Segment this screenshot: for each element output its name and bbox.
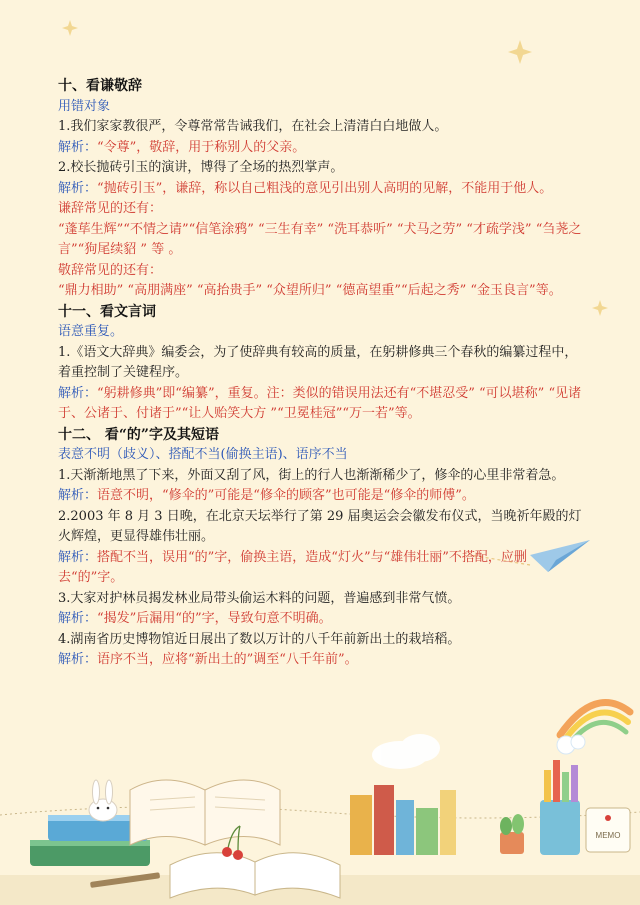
analysis-text: 搭配不当，误用“的”字，偷换主语，造成“灯火”与“雄伟壮丽”不搭配，应删去“的”字。 (58, 549, 527, 585)
analysis-label: 解析： (58, 139, 98, 155)
memo-label: MEMO (595, 831, 621, 840)
note-label: 谦辞常见的还有： (58, 201, 163, 216)
analysis (58, 609, 588, 630)
analysis-label: 解析： (58, 488, 98, 503)
example-sentence: 4.湖南省历史博物馆近日展出了数以万计的八千年前新出土的栽培稻。 (58, 631, 461, 647)
note-text: “蓬荜生辉”“不情之请”“信笔涂鸦” “三生有幸” “洗耳恭听” “犬马之劳” “才疏学浅” “刍荛之言”“狗尾续貂 ” 等 。 (58, 221, 582, 257)
analysis (58, 548, 588, 589)
memo-board-icon (586, 808, 630, 852)
analysis (58, 384, 588, 425)
example-sentence: 2.校长抛砖引玉的演讲，博得了全场的热烈掌声。 (58, 160, 344, 175)
analysis (58, 138, 588, 159)
open-book-icon (130, 780, 280, 845)
analysis-text: “揭发”后漏用“的”字，导致句意不明确。 (97, 611, 332, 626)
section-subheading: 用错对象 (58, 98, 111, 114)
example-sentence: 1.天渐渐地黑了下来，外面又刮了风，街上的行人也渐渐稀少了，修伞的心里非常着急。 (58, 467, 565, 483)
example-sentence: 1.《语文大辞典》编委会，为了使辞典有较高的质量，在躬耕修典三个春秋的编纂过程中，着重控制了关键程序。 (58, 344, 578, 380)
section-heading: 十二、 看“的”字及其短语 (58, 426, 219, 443)
section-subheading: 语意重复。 (58, 324, 124, 339)
analysis-text: 语序不当，应将“新出土的”调至“八千年前”。 (97, 652, 358, 667)
example-sentence: 3.大家对护林员揭发林业局带头偷运木料的问题，普遍感到非常气愤。 (58, 590, 461, 606)
analysis-label: 解析： (58, 611, 98, 626)
analysis (58, 650, 588, 671)
section-heading: 十、看谦敬辞 (58, 78, 142, 94)
analysis-text: 语意不明，“修伞的”可能是“修伞的顾客”也可能是“修伞的师傅”。 (97, 488, 475, 503)
analysis-label: 解析： (58, 385, 98, 401)
analysis-label: 解析： (58, 652, 98, 667)
example-sentence: 1.我们家家教很严，令尊常常告诫我们，在社会上清清白白地做人。 (58, 119, 448, 134)
note-label: 敬辞常见的还有： (58, 262, 163, 278)
analysis-text: “躬耕修典”即“编纂”，重复。注：类似的错误用法还有“不堪忍受” “可以堪称” “见诸于、公诸于、付诸于”“让人贻笑大方 ”“卫冕桂冠”“万一若”等。 (58, 385, 582, 421)
analysis-label: 解析： (58, 549, 98, 565)
analysis-text: “令尊”，敬辞，用于称别人的父亲。 (97, 139, 306, 155)
analysis-label: 解析： (58, 180, 98, 196)
analysis (58, 179, 588, 200)
section-subheading: 表意不明（歧义）、搭配不当(偷换主语)、语序不当 (58, 447, 348, 462)
note-text: “鼎力相助” “高朋满座” “高抬贵手” “众望所归” “德高望重”“后起之秀” “金玉良言”等。 (58, 283, 562, 298)
content (58, 76, 588, 671)
section-heading: 十一、看文言词 (58, 303, 156, 320)
pencil-cup-icon (540, 760, 580, 855)
example-sentence: 2.2003 年 8 月 3 日晚，在北京天坛举行了第 29 届奥运会会徽发布仪式，当晚祈年殿的灯火辉煌，更显得雄伟壮丽。 (58, 508, 582, 544)
analysis (58, 486, 588, 507)
analysis-text: “抛砖引玉”，谦辞，称以自己粗浅的意见引出别人高明的见解，不能用于他人。 (97, 180, 553, 196)
